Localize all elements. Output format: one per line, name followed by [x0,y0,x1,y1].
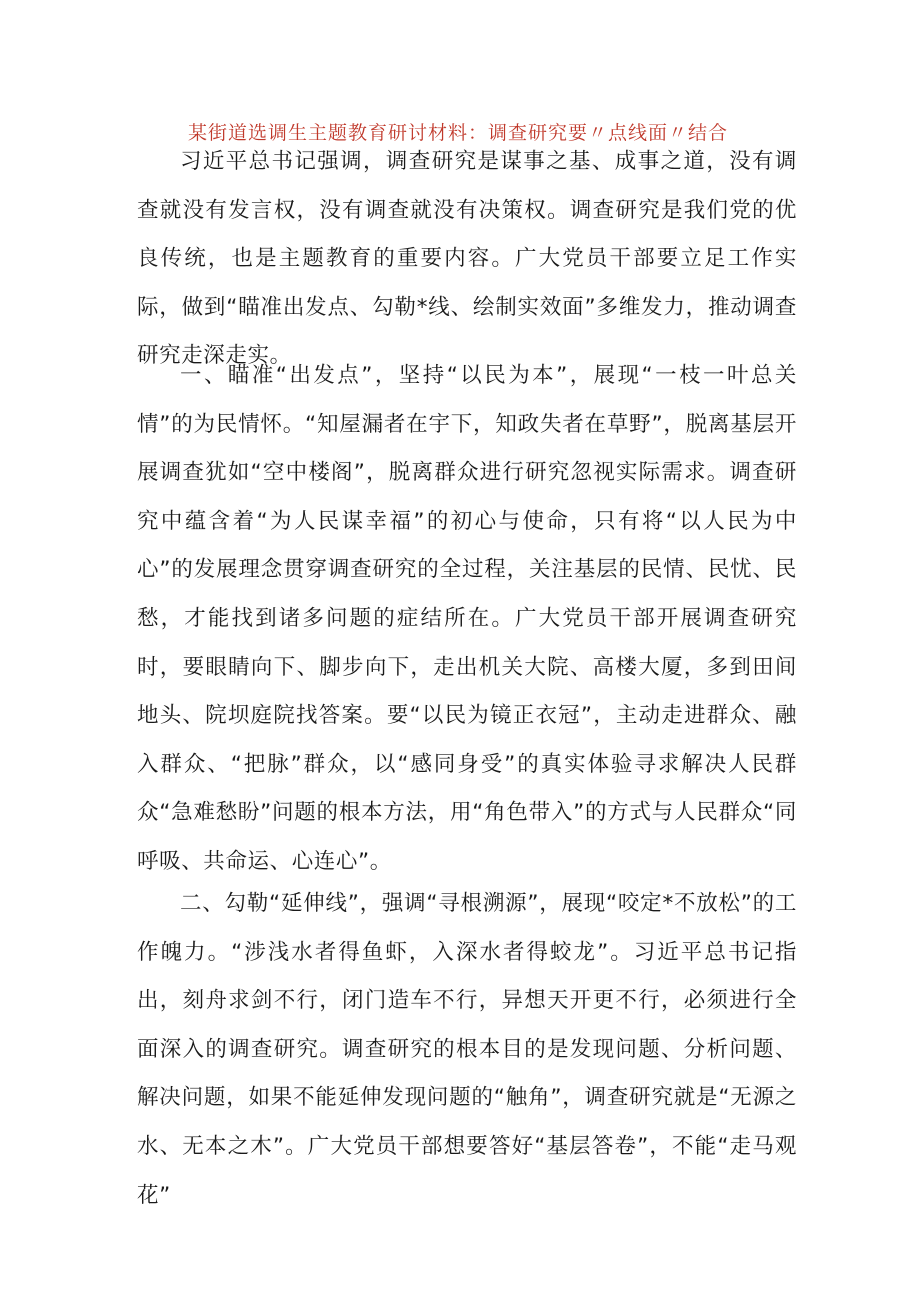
paragraph-text: 一、瞄准“出发点”，坚持“以民为本”，展现“一枝一叶总关情”的为民情怀。“知屋漏者在宇下，知政失者在草野”，脱离基层开展调查犹如“空中楼阁”，脱离群众进行研究忽视实际需求。调查研究中蕴含着“为人民谋幸福”的初心与使命，只有将“以人民为中心”的发展理念贯穿调查研究的全过程，关注基层的民情、民忧、民愁，才能找到诸多问题的症结所在。广大党员干部开展调查研究时，要眼睛向下、脚步向下，走出机关大院、高楼大厦，多到田间地头、院坝庭院找答案。要“以民为镜正衣冠”，主动走进群众、融入群众、“把脉”群众，以“感同身受”的真实体验寻求解决人民群众“急难愁盼”问题的根本方法，用“角色带入”的方式与人民群众“同呼吸、共命运、心连心”。 [137,363,797,874]
paragraph-intro [137,138,797,381]
document-title: 某街道选调生主题教育研讨材料：调查研究要〃点线面〃结合 [188,122,729,144]
paragraph-text: 二、勾勒“延伸线”，强调“寻根溯源”，展现“咬定*不放松”的工作魄力。“涉浅水者得鱼虾，入深水者得蛟龙”。习近平总书记指出，刻舟求剑不行，闭门造车不行，异想天开更不行，必须进行全面深入的调查研究。调查研究的根本目的是发现问题、分析问题、解决问题，如果不能延伸发现问题的“触角”，调查研究就是“无源之水、无本之木”。广大党员干部想要答好“基层答卷”，不能“走马观花” [137,891,798,1208]
paragraph-text: 习近平总书记强调，调查研究是谋事之基、成事之道，没有调查就没有发言权，没有调查就没有决策权。调查研究是我们党的优良传统，也是主题教育的重要内容。广大党员干部要立足工作实际，做到“瞄准出发点、勾勒*线、绘制实效面”多维发力，推动调查研究走深走实。 [137,149,797,369]
paragraph-section-two [137,880,797,1220]
paragraph-section-one [137,352,797,887]
